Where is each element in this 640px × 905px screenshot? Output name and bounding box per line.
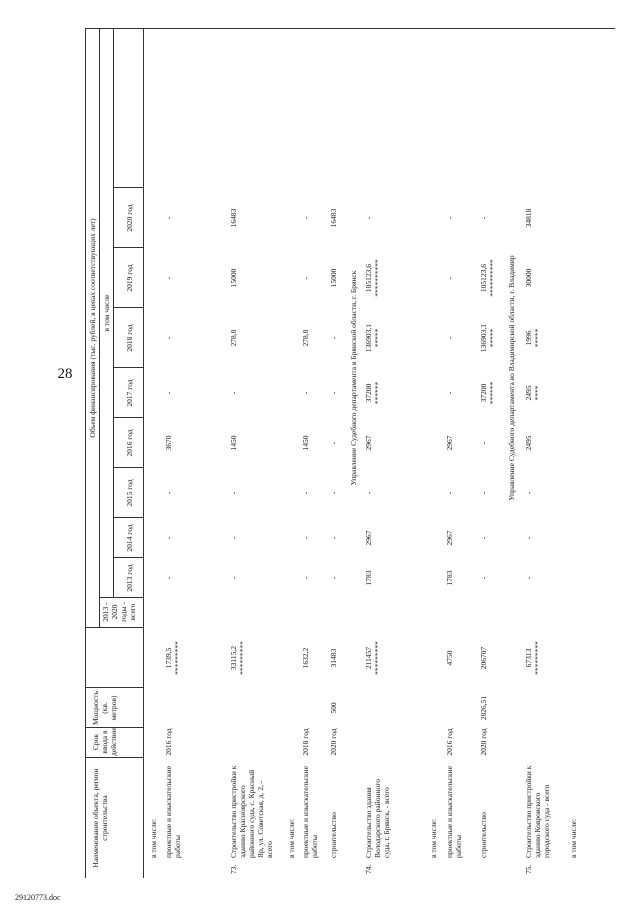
row-year-value: - [301,536,310,540]
row-year-value: - [329,391,338,395]
row-term: 2016 год [164,728,173,756]
row-year-value: - [229,491,238,495]
year-col-line [113,557,143,558]
row-year-value: - [445,491,454,495]
row-year-marks: ********** [373,259,382,297]
row-year-marks: ***** [533,328,542,348]
row-year-value: - [164,391,173,395]
row-name: строительство [329,812,338,858]
row-year-value: - [301,276,310,280]
row-year-marks: **** [533,385,542,401]
row-total: 206707 [479,646,488,670]
row-year-value: - [479,536,488,540]
row-year-value: 34818 [524,208,533,228]
row-year-value: - [164,276,173,280]
row-total: 4750 [445,650,454,666]
row-year-value: 105123,6 [479,263,488,293]
row-year-value: - [164,576,173,580]
row-term: 2016 год [445,728,454,756]
row-term: 2018 год [301,728,310,756]
row-capacity: 500 [329,702,338,714]
row-year-value: - [329,441,338,445]
row-year-value: - [329,491,338,495]
row-year-marks: ****** [373,381,382,405]
row-year-value: 15000 [229,268,238,288]
row-year-value: 2495 [524,385,533,401]
row-number: 74. [364,864,373,874]
header-year-6: 2018 год [125,324,134,352]
row-year-value: - [329,336,338,340]
page-number: 28 [57,366,73,382]
header-year-7: 2019 год [125,264,134,292]
year-col-line [113,307,143,308]
row-year-value: 1450 [301,435,310,451]
row-year-value: - [301,576,310,580]
row-year-value: - [479,216,488,220]
table-top-rule [85,28,86,878]
row-total: 1632,2 [301,647,310,669]
row-year-marks: ***** [373,328,382,348]
subheader-rule [113,28,114,598]
row-year-marks: ****** [488,381,497,405]
row-year-value: - [479,491,488,495]
row-year-value: - [301,491,310,495]
row-year-value: 3670 [164,435,173,451]
header-year-2: 2014 год [125,524,134,552]
row-year-value: 2967 [445,435,454,451]
header-col-line [85,687,143,688]
row-year-value: - [364,216,373,220]
footer-filename: 29120773.doc [15,893,61,902]
section-heading: Управление Судебного департамента в Брянской области, г. Брянск [349,270,358,486]
row-number: 73. [229,864,238,874]
section-heading: Управление Судебного департамента во Владимирской области, г. Владимир [507,255,516,501]
header-bottom-rule [143,28,144,878]
row-total-marks: ********* [238,641,247,675]
header-financing: Объем финансирования (тыс. рублей, в ценах соответствующих лет) [88,218,97,438]
row-name: проектные и изыскательские работы [164,766,182,858]
year-col-line [113,247,143,248]
header-col-line [85,627,143,628]
row-year-value: 278,8 [301,329,310,347]
row-year-value: - [445,336,454,340]
header-term: Срок ввода в действие [91,727,118,756]
row-year-value: - [229,536,238,540]
row-year-value: - [445,216,454,220]
row-year-value: - [164,216,173,220]
row-name: в том числе: [569,818,578,858]
row-year-value: - [479,576,488,580]
row-year-value: 2967 [364,530,373,546]
header-year-3: 2015 год [125,479,134,507]
row-total: 33115,2 [229,645,238,671]
row-year-value: - [164,336,173,340]
row-year-value: 15000 [329,268,338,288]
row-number: 75. [524,864,533,874]
row-year-value: - [445,276,454,280]
header-col-line [85,757,143,758]
header-year-5: 2017 год [125,379,134,407]
header-year-8: 2020 год [125,204,134,232]
row-year-value: - [364,491,373,495]
row-year-value: 2495 [524,435,533,451]
row-year-value: 2967 [364,435,373,451]
row-term: 2020 год [479,728,488,756]
row-year-value: - [164,536,173,540]
rotated-table [85,28,615,878]
row-year-value: 136903,1 [479,323,488,353]
row-year-value: - [479,441,488,445]
row-term: 2020 год [329,728,338,756]
row-year-value: - [524,536,533,540]
row-year-value: 2967 [445,530,454,546]
row-year-value: 16483 [329,208,338,228]
row-name: в том числе: [429,818,438,858]
row-year-value: - [164,491,173,495]
row-name: Строительство здания Володарского районного суда, г. Брянск, - всего [364,779,391,858]
header-in-number: в том числе [102,294,111,332]
row-total: 211457 [364,646,373,670]
row-total: 1739,5 [164,647,173,669]
row-name: проектные и изыскательские работы [301,766,319,858]
row-year-value: 1996 [524,330,533,346]
row-name: Строительство пристройки к зданию Ковровского городского суда - всего [524,765,551,858]
year-col-line [113,187,143,188]
row-year-marks: ********** [488,259,497,297]
header-capacity: Мощность (кв. метров) [91,691,118,725]
header-year-1: 2013 год [125,564,134,592]
row-total-marks: ********* [533,641,542,675]
row-year-value: - [301,216,310,220]
header-total: 2013 - 2020 годы - всего [101,602,137,622]
row-name: в том числе: [287,818,296,858]
row-total-marks: ********* [173,641,182,675]
row-total-marks: ********* [373,641,382,675]
row-year-value: 1450 [229,435,238,451]
year-col-line [113,517,143,518]
row-year-value: 16483 [229,208,238,228]
row-year-value: 37200 [364,383,373,403]
row-name: проектные и изыскательские работы [445,766,463,858]
row-year-value: 136903,1 [364,323,373,353]
header-name: Наименование объекта, регион строительства [91,768,109,868]
row-year-value: 105123,6 [364,263,373,293]
row-year-marks: ***** [488,328,497,348]
row-year-value: - [445,391,454,395]
row-year-value: - [524,576,533,580]
row-name: в том числе: [149,818,158,858]
row-year-value: - [301,391,310,395]
row-name: Строительство пристройки к зданию Красноярского районного суда, с. Красный Яр, ул. Советская, д. 2, - всего [229,765,274,858]
row-year-value: 278,8 [229,329,238,347]
row-year-value: - [229,576,238,580]
row-year-value: 37200 [479,383,488,403]
row-year-value: - [329,536,338,540]
row-capacity: 2826,51 [479,695,488,721]
row-year-value: - [229,391,238,395]
row-year-value: 1783 [364,570,373,586]
row-year-value: 1783 [445,570,454,586]
row-year-value: - [329,576,338,580]
header-year-4: 2016 год [125,429,134,457]
row-year-value: - [524,491,533,495]
year-col-line [113,367,143,368]
right-border [85,28,615,29]
financing-rule [99,28,100,628]
year-col-line [113,417,143,418]
year-col-line [113,467,143,468]
row-total: 31483 [329,648,338,668]
row-name: строительство [479,812,488,858]
row-year-value: 30000 [524,268,533,288]
row-total: 67313 [524,648,533,668]
financing-table [85,28,615,878]
